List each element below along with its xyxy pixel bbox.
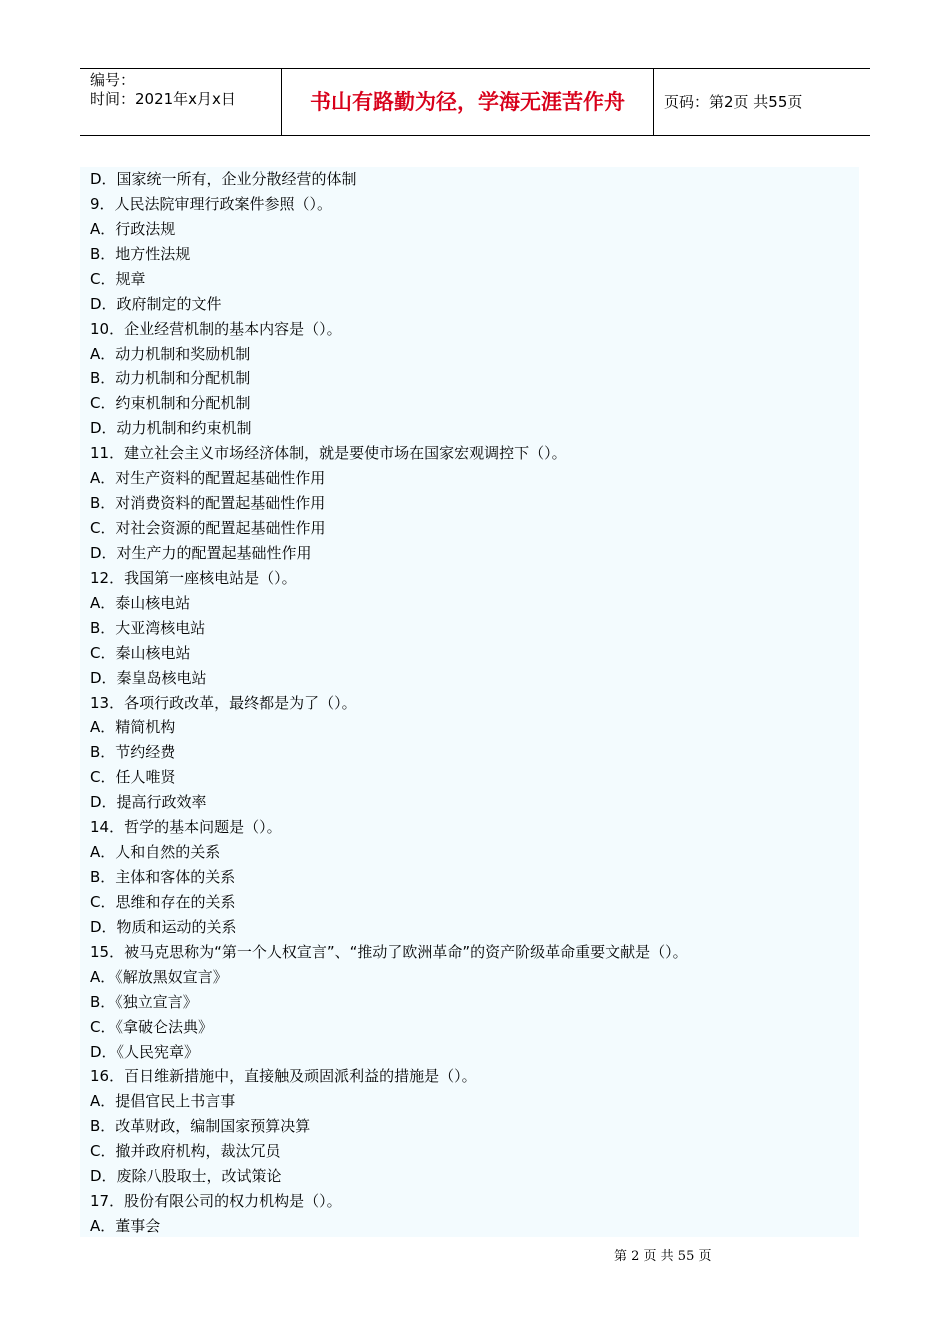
header-meta <box>80 69 281 135</box>
answer-option: D．国家统一所有，企业分散经营的体制 <box>90 170 357 188</box>
answer-option: A．董事会 <box>90 1217 161 1236</box>
answer-option: C．秦山核电站 <box>90 643 191 662</box>
question-line: 17．股份有限公司的权力机构是（）。 <box>90 1192 342 1211</box>
answer-option: B．主体和客体的关系 <box>90 868 236 887</box>
question-line: 10．企业经营机制的基本内容是（）。 <box>90 319 342 338</box>
answer-option: A．精简机构 <box>90 718 176 737</box>
question-line: 16．百日维新措施中，直接触及顽固派利益的措施是（）。 <box>90 1067 477 1086</box>
question-content <box>80 167 859 1237</box>
answer-option: C．规章 <box>90 269 146 288</box>
header-motto: 书山有路勤为径，学海无涯苦作舟 <box>281 69 654 135</box>
answer-option: A．提倡官民上书言事 <box>90 1092 236 1111</box>
answer-option: C．思维和存在的关系 <box>90 892 236 911</box>
question-line: 12．我国第一座核电站是（）。 <box>90 568 297 587</box>
answer-option: C．对社会资源的配置起基础性作用 <box>90 519 326 538</box>
answer-option: C．约束机制和分配机制 <box>90 394 251 413</box>
answer-option: A．对生产资料的配置起基础性作用 <box>90 469 326 488</box>
answer-option: B．《独立宣言》 <box>90 992 198 1011</box>
answer-option: D．提高行政效率 <box>90 793 207 812</box>
answer-option: D．《人民宪章》 <box>90 1042 200 1061</box>
answer-option: C．《拿破仑法典》 <box>90 1017 213 1036</box>
answer-option: B．改革财政，编制国家预算决算 <box>90 1117 311 1136</box>
question-line: 9．人民法院审理行政案件参照（）。 <box>90 194 333 213</box>
answer-option: B．对消费资料的配置起基础性作用 <box>90 494 326 513</box>
answer-option: D．物质和运动的关系 <box>90 917 237 936</box>
answer-option: A．泰山核电站 <box>90 593 191 612</box>
answer-option: D．秦皇岛核电站 <box>90 668 207 687</box>
answer-option: D．对生产力的配置起基础性作用 <box>90 543 312 562</box>
answer-option: B．动力机制和分配机制 <box>90 369 251 388</box>
question-line: 15．被马克思称为“第一个人权宣言”、“推动了欧洲革命”的资产阶级革命重要文献是（）。 <box>90 942 688 961</box>
question-line: 11．建立社会主义市场经济体制，就是要使市场在国家宏观调控下（）。 <box>90 444 567 463</box>
answer-option: D．动力机制和约束机制 <box>90 419 252 438</box>
footer-page-number: 第 2 页 共 55 页 <box>614 1249 712 1264</box>
time-label: 时间：2021年x月x日 <box>90 90 236 108</box>
answer-option: D．废除八股取士，改试策论 <box>90 1167 282 1186</box>
answer-option: B．大亚湾核电站 <box>90 618 206 637</box>
question-line: 13．各项行政改革，最终都是为了（）。 <box>90 693 357 712</box>
number-label: 编号： <box>90 71 136 89</box>
answer-option: A．动力机制和奖励机制 <box>90 344 251 363</box>
answer-option: C．任人唯贤 <box>90 768 176 787</box>
answer-option: C．撤并政府机构，裁汰冗员 <box>90 1142 281 1161</box>
answer-option: B．节约经费 <box>90 743 176 762</box>
answer-option: A．行政法规 <box>90 219 176 238</box>
question-line: 14．哲学的基本问题是（）。 <box>90 818 282 837</box>
answer-option: A．人和自然的关系 <box>90 843 221 862</box>
answer-option: A．《解放黑奴宣言》 <box>90 967 228 986</box>
answer-option: B．地方性法规 <box>90 244 191 263</box>
page-header <box>80 68 870 136</box>
answer-option: D．政府制定的文件 <box>90 294 222 313</box>
header-page-info: 页码：第2页 共55页 <box>664 93 803 111</box>
